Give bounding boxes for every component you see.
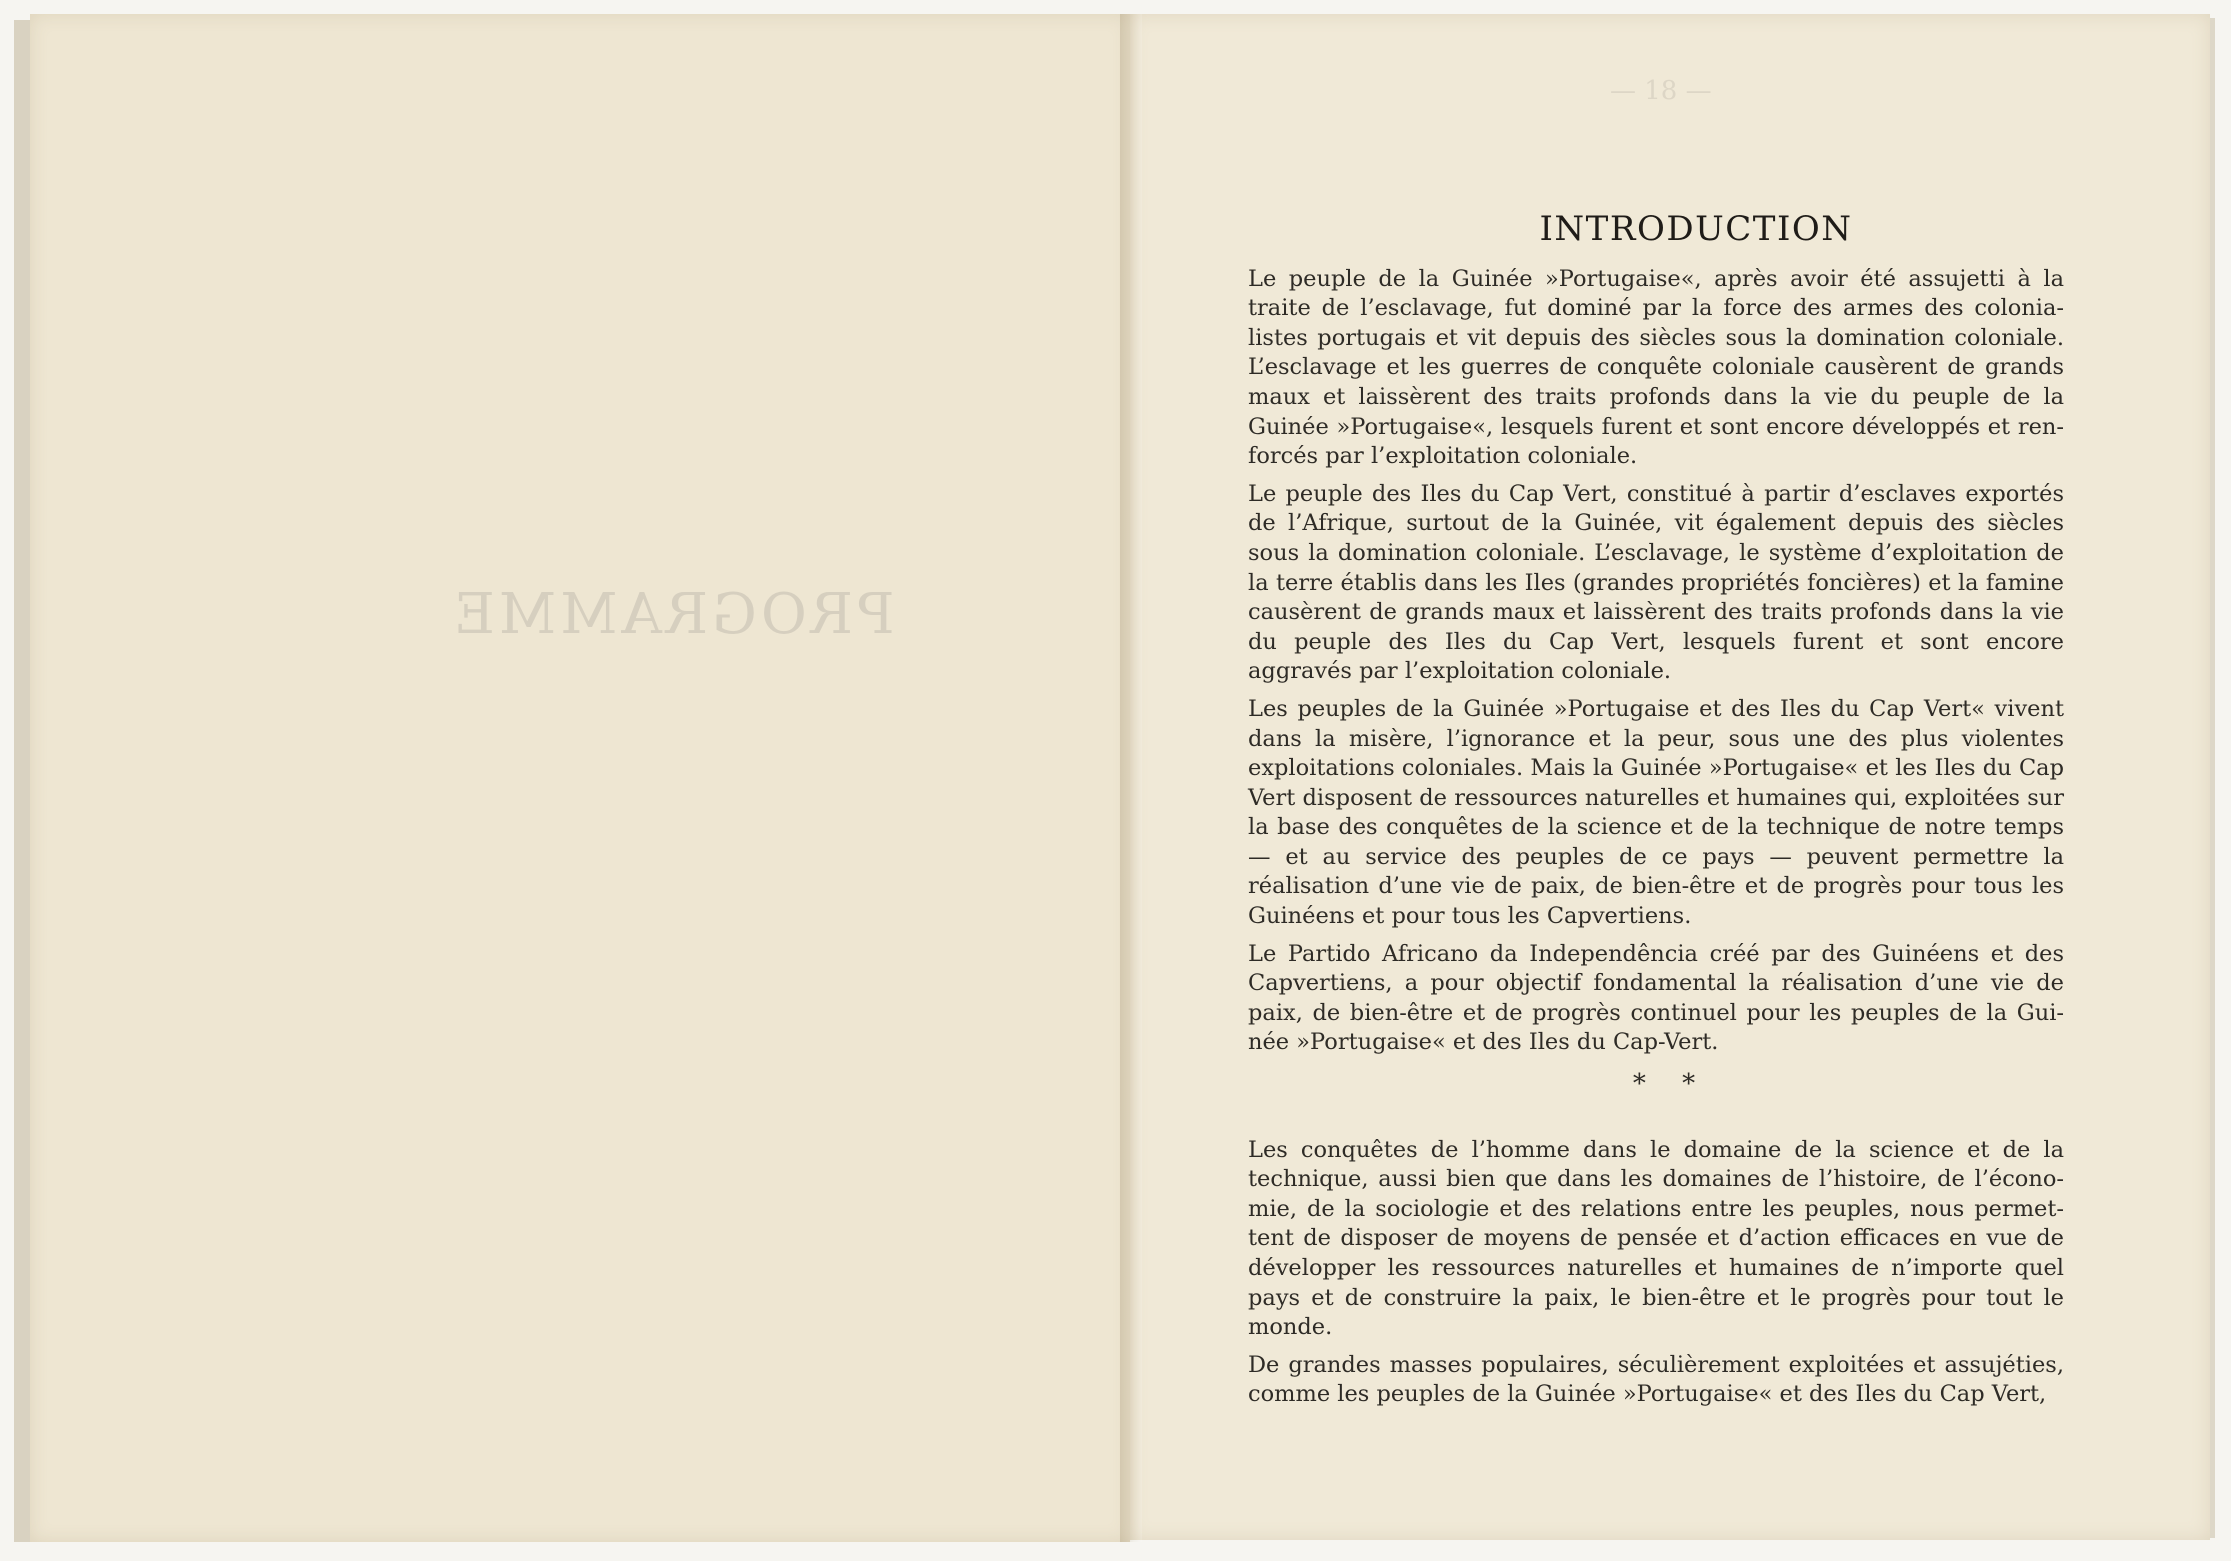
ghost-page-number: — 18 —: [1610, 76, 1712, 106]
left-page: [30, 14, 1130, 1542]
page-heading: INTRODUCTION: [1539, 209, 1853, 249]
section-separator: * *: [1632, 1069, 1710, 1100]
paragraph: Le peuple de la Guinée »Portugaise«, après avoir été assujetti à la traite de l’esclavage, fut dominé par la force des armes des colonialistes portugais et vit depuis des siècles sous la domination coloniale. L’esclavage et les guerres de conquête coloniale causèrent de grands maux et laissèrent des traits profonds dans la vie du peuple de la Guinée »Portugaise«, lesquels furent et sont encore développés et renforcés par l’exploitation coloniale.: [1248, 265, 2064, 470]
page-text-block: [1248, 209, 2064, 1418]
paragraph: Les conquêtes de l’homme dans le domaine de la science et de la technique, aussi bien que dans les domaines de l’histoire, de l’économie, de la sociologie et des relations entre les peuples, nous permettent de disposer de moyens de pensée et d’action efficaces en vue de développer les ressources naturelles et humaines de n’importe quel pays et de construire la paix, le bien-être et le progrès pour tout le monde.: [1248, 1136, 2064, 1341]
paragraph: Le peuple des Iles du Cap Vert, constitué à partir d’esclaves exportés de l’Afrique, surtout de la Guinée, vit également depuis des siècles sous la domination coloniale. L’esclavage, le système d’exploitation de la terre établis dans les Iles (grandes propriétés foncières) et la famine causèrent de grands maux et laissèrent des traits profonds dans la vie du peuple des Iles du Cap Vert, lesquels furent et sont encore aggravés par l’exploitation coloniale.: [1248, 480, 2064, 685]
paragraph: De grandes masses populaires, séculièrement exploitées et assujéties, comme les peuples de la Guinée »Portugaise« et des Iles du Cap Vert,: [1248, 1351, 2064, 1408]
book-gutter: [1120, 14, 1142, 1542]
paragraph: Les peuples de la Guinée »Portugaise et des Iles du Cap Vert« vivent dans la misère, l’ignorance et la peur, sous une des plus violentes exploitations coloniales. Mais la Guinée »Portugaise« et les Iles du Cap Vert disposent de ressources naturelles et humaines qui, exploitées sur la base des conquêtes de la science et de la technique de notre temps — et au service des peuples de ce pays — peuvent permettre la réalisation d’une vie de paix, de bien-être et de progrès pour tous les Guinéens et pour tous les Capvertiens.: [1248, 695, 2064, 930]
mirrored-bleedthrough-title: PROGRAMME: [450, 582, 895, 647]
paragraph: Le Partido Africano da Independência créé par des Guinéens et des Capvertiens, a pour objectif fondamental la réalisation d’une vie de paix, de bien-être et de progrès continuel pour les peuples de la Guinée »Portugaise« et des Iles du Cap-Vert.: [1248, 940, 2064, 1056]
